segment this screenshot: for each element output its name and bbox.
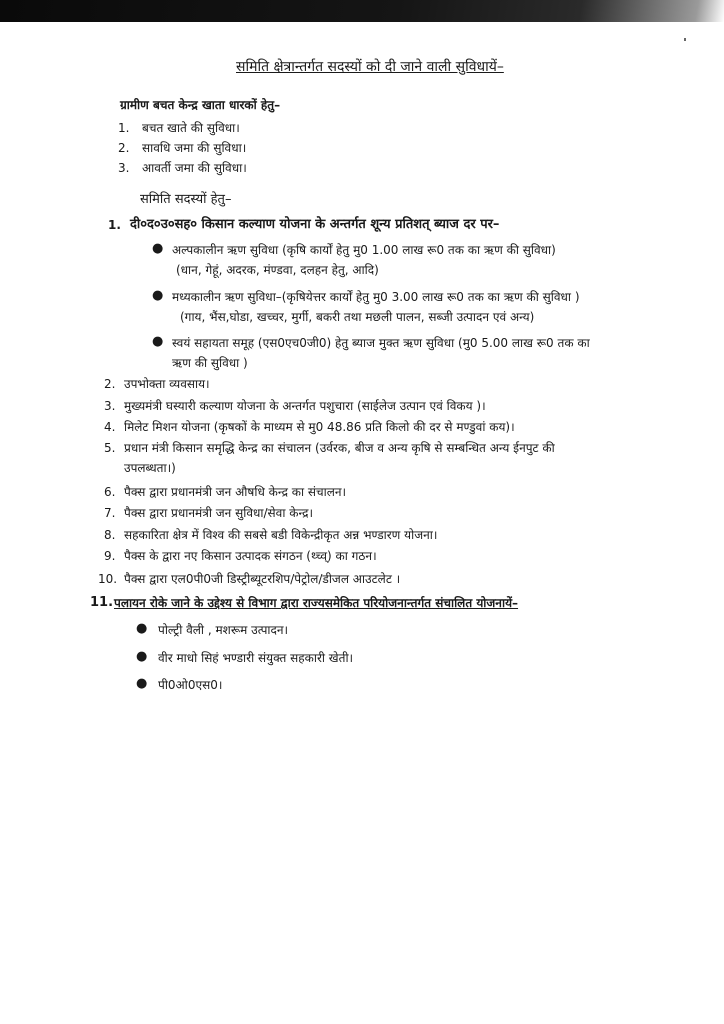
bullet-icon: ● xyxy=(136,649,148,664)
bullet-item-line: (धान, गेहूं, अदरक, मंण्डवा, दलहन हेतु, आदि) xyxy=(176,263,379,277)
page-title: समिति क्षेत्रान्तर्गत सदस्यों को दी जाने वाली सुविधायें– xyxy=(236,59,504,75)
list-item: पैक्स द्वारा प्रधानमंत्री जन सुविधा/सेवा केन्द्र। xyxy=(124,506,314,520)
list-item: मुख्यमंत्री घस्यारी कल्याण योजना के अन्तर्गत पशुचारा (साईलेज उत्पान एवं विकय )। xyxy=(124,399,486,413)
list-number: 9. xyxy=(104,549,116,563)
list-number: 10. xyxy=(98,572,118,586)
list-number: 1. xyxy=(108,218,121,232)
list-item: उपभोक्ता व्यवसाय। xyxy=(124,377,210,391)
list-number: 11. xyxy=(90,595,114,610)
list-item-continuation: उपलब्धता।) xyxy=(124,461,176,475)
list-item: मिलेट मिशन योजना (कृषकों के माध्यम से मु0 48.86 प्रति किलो की दर से मण्डुवां कय)। xyxy=(124,420,515,434)
bullet-icon: ● xyxy=(152,241,164,256)
list-number: 7. xyxy=(104,506,116,520)
list-item: पैक्स द्वारा प्रधानमंत्री जन औषधि केन्द्र का संचालन। xyxy=(124,485,347,499)
bullet-icon: ● xyxy=(136,676,148,691)
list-number: 3. xyxy=(104,399,116,413)
member-section-heading: समिति सदस्यों हेतु– xyxy=(140,192,232,207)
list-number: 2. xyxy=(118,141,130,155)
bullet-item-line: पोल्ट्री वैली , मशरूम उत्पादन। xyxy=(158,623,289,637)
bullet-item-line: अल्पकालीन ऋण सुविधा (कृषि कार्यों हेतु मु0 1.00 लाख रू0 तक का ऋण की सुविधा) xyxy=(172,243,556,257)
bullet-item-line: ऋण की सुविधा ) xyxy=(172,356,248,370)
list-number: 2. xyxy=(104,377,116,391)
list-number: 6. xyxy=(104,485,116,499)
list-item: बचत खाते की सुविधा। xyxy=(142,121,240,135)
list-number: 4. xyxy=(104,420,116,434)
list-number: 1. xyxy=(118,121,130,135)
list-item: पैक्स के द्वारा नए किसान उत्पादक संगठन (थ्च्व्) का गठन। xyxy=(124,549,377,563)
list-number: 3. xyxy=(118,161,130,175)
bullet-item-line: पी0ओ0एस0। xyxy=(158,678,223,692)
list-number: 8. xyxy=(104,528,116,542)
bullet-item-line: (गाय, भैंस,घोडा, खच्चर, मुर्गी, बकरी तथा मछली पालन, सब्जी उत्पादन एवं अन्य) xyxy=(180,310,535,324)
bullet-item-line: मध्यकालीन ऋण सुविधा–(कृषियेत्तर कार्यों हेतु मु0 3.00 लाख रू0 तक का ऋण की सुविधा ) xyxy=(172,290,580,304)
bullet-icon: ● xyxy=(152,334,164,349)
bullet-icon: ● xyxy=(136,621,148,636)
list-item: दी०द०उ०सह० किसान कल्याण योजना के अन्तर्गत शून्य प्रतिशत् ब्याज दर पर– xyxy=(130,217,500,232)
list-item: सावधि जमा की सुविधा। xyxy=(142,141,247,155)
bullet-icon: ● xyxy=(152,288,164,303)
list-number: 5. xyxy=(104,441,116,455)
list-item: पलायन रोके जाने के उद्देश्य से विभाग द्वारा राज्यसमेकित परियोजनान्तर्गत संचालित योजनायें– xyxy=(114,596,519,610)
rural-section-heading: ग्रामीण बचत केन्द्र खाता धारकों हेतु– xyxy=(120,98,281,112)
list-item: पैक्स द्वारा एल0पी0जी डिस्ट्रीब्यूटरशिप/पेट्रोल/डीजल आउटलेट । xyxy=(124,572,401,586)
list-item: आवर्ती जमा की सुविधा। xyxy=(142,161,247,175)
bullet-item-line: वीर माधो सिहं भण्डारी संयुक्त सहकारी खेती। xyxy=(158,651,354,665)
bullet-item-line: स्वयं सहायता समूह (एस0एच0जी0) हेतु ब्याज मुक्त ऋण सुविधा (मु0 5.00 लाख रू0 तक का xyxy=(172,336,590,350)
list-item: सहकारिता क्षेत्र में विश्व की सबसे बडी विकेन्द्रीकृत अन्न भण्डारण योजना। xyxy=(124,528,438,542)
list-item: प्रधान मंत्री किसान समृद्धि केन्द्र का संचालन (उर्वरक, बीज व अन्य कृषि से सम्बन्धित अन्य ईनपुट की xyxy=(124,441,555,455)
